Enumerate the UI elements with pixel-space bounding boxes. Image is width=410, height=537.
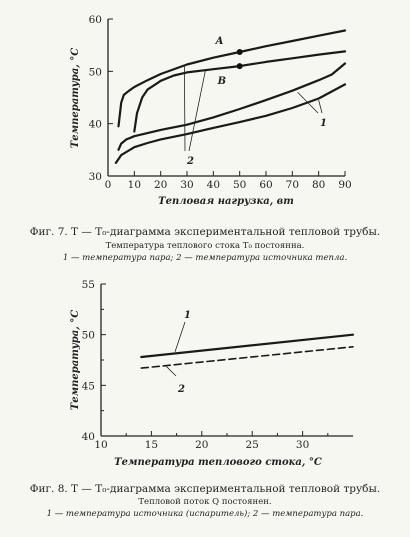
y-tick-label: 60 <box>88 14 102 26</box>
x-axis-label: Температура теплового стока, °С <box>114 457 322 468</box>
leader-line-1 <box>175 322 185 352</box>
leader-line-2 <box>184 65 185 151</box>
x-tick-label: 10 <box>127 179 142 191</box>
leader-line-1 <box>298 92 318 113</box>
leader-line-1 <box>319 100 322 113</box>
series-line-2 <box>141 347 353 368</box>
series-line-1 <box>119 64 346 150</box>
y-axis-label: Температура, °С <box>70 309 81 411</box>
series-line-1 <box>141 335 353 357</box>
annotation-a: A <box>215 35 224 47</box>
x-tick-label: 20 <box>195 439 209 451</box>
x-tick-label: 80 <box>311 179 326 191</box>
x-tick-label: 25 <box>245 439 259 451</box>
y-tick-label: 30 <box>88 171 102 183</box>
x-tick-label: 30 <box>180 179 194 191</box>
figure-caption-title: Фиг. 8. T — T₀-диаграмма экспериментальной тепловой трубы. <box>29 483 381 495</box>
y-tick-label: 40 <box>88 118 102 131</box>
x-tick-label: 10 <box>94 439 108 451</box>
annotation-b: B <box>217 76 227 88</box>
figure-caption-legend: 1 — температура источника (испаритель); 2 — температура пара. <box>46 509 364 519</box>
x-tick-label: 70 <box>285 179 300 191</box>
x-tick-label: 60 <box>259 179 273 191</box>
x-tick-label: 40 <box>206 179 221 191</box>
x-tick-label: 20 <box>153 179 168 191</box>
leader-line-2 <box>189 70 205 151</box>
y-tick-label: 45 <box>81 380 95 393</box>
y-tick-label: 55 <box>81 279 95 291</box>
x-axis-label: Тепловая нагрузка, вт <box>158 196 294 207</box>
x-tick-label: 50 <box>232 179 247 191</box>
figure-caption-subtitle: Температура теплового стока T₀ постоянна. <box>105 241 305 251</box>
x-tick-label: 15 <box>144 439 159 451</box>
annotation-1: 1 <box>184 310 191 321</box>
y-tick-label: 40 <box>81 431 95 443</box>
annotation-2: 2 <box>187 156 194 167</box>
point-a-marker <box>237 49 243 55</box>
chart-fig8 <box>30 279 380 519</box>
y-axis-label: Температура, °С <box>70 47 81 149</box>
x-tick-label: 90 <box>338 179 352 191</box>
x-tick-label: 0 <box>104 179 112 191</box>
annotation-1: 1 <box>320 118 327 129</box>
chart-fig7 <box>30 14 380 263</box>
point-b-marker <box>237 63 243 69</box>
figure-caption-title: Фиг. 7. T — T₀-диаграмма экспериментальной тепловой трубы. <box>29 226 381 238</box>
annotation-2: 2 <box>178 384 185 395</box>
figure-caption-legend: 1 — температура пара; 2 — температура источника тепла. <box>62 253 348 263</box>
y-tick-label: 50 <box>88 66 102 79</box>
x-tick-label: 30 <box>295 439 310 451</box>
y-tick-label: 50 <box>81 329 95 342</box>
figure-caption-subtitle: Тепловой поток Q постоянен. <box>138 497 272 507</box>
series-line-1 <box>116 84 345 162</box>
leader-line-2 <box>166 366 176 376</box>
